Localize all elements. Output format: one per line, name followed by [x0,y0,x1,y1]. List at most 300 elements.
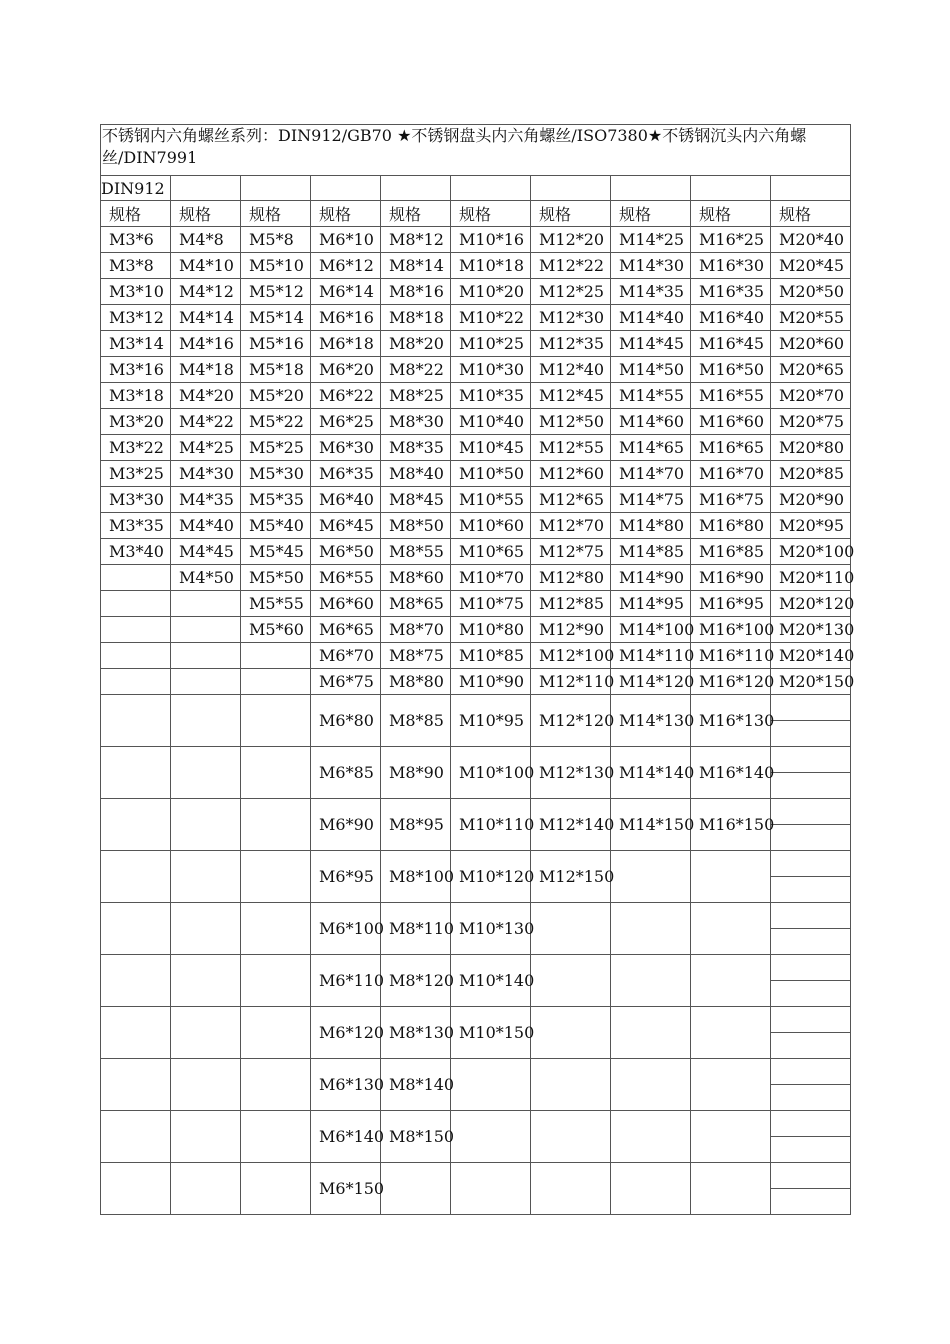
spec-cell: M12*80 [531,565,611,591]
empty-cell [691,851,771,903]
spec-cell: M8*90 [381,747,451,799]
spec-cell: M12*90 [531,617,611,643]
spec-cell: M8*14 [381,253,451,279]
table-row [101,331,851,357]
spec-cell: M16*60 [691,409,771,435]
table-row [101,955,851,981]
table-row [101,305,851,331]
empty-cell [611,1059,691,1111]
spec-cell: M6*100 [311,903,381,955]
spec-cell: M6*120 [311,1007,381,1059]
table-row [101,617,851,643]
spec-cell: M20*90 [771,487,851,513]
spec-cell: M16*30 [691,253,771,279]
empty-cell [241,747,311,799]
spec-table [100,124,855,1215]
column-header: 规格 [171,201,241,227]
spec-cell: M10*16 [451,227,531,253]
spec-cell: M5*55 [241,591,311,617]
spec-cell: M8*50 [381,513,451,539]
spec-cell: M10*60 [451,513,531,539]
spec-cell: M20*130 [771,617,851,643]
spec-cell: M5*22 [241,409,311,435]
spec-cell: M16*100 [691,617,771,643]
empty-cell [101,669,171,695]
spec-cell: M10*35 [451,383,531,409]
spec-cell: M20*75 [771,409,851,435]
table-row [101,747,851,773]
table-row [101,903,851,929]
empty-cell [171,1163,241,1215]
column-header: 规格 [241,201,311,227]
empty-cell [531,1163,611,1215]
empty-cell [531,1059,611,1111]
spec-cell: M10*150 [451,1007,531,1059]
spec-cell: M20*150 [771,669,851,695]
spec-cell: M12*75 [531,539,611,565]
spec-cell: M6*80 [311,695,381,747]
spec-cell: M8*60 [381,565,451,591]
empty-cell [241,643,311,669]
empty-cell [691,955,771,1007]
spec-cell: M4*20 [171,383,241,409]
spec-cell: M8*110 [381,903,451,955]
spec-cell: M16*150 [691,799,771,851]
spec-cell: M10*70 [451,565,531,591]
empty-cell [101,1007,171,1059]
empty-cell [771,825,851,851]
spec-cell: M6*14 [311,279,381,305]
spec-cell: M3*22 [101,435,171,461]
spec-cell: M10*140 [451,955,531,1007]
spec-cell: M6*60 [311,591,381,617]
empty-cell [241,1007,311,1059]
spec-cell: M14*25 [611,227,691,253]
column-header: 规格 [381,201,451,227]
empty-cell [241,851,311,903]
spec-cell: M20*140 [771,643,851,669]
empty-cell [771,1033,851,1059]
spec-cell: M20*120 [771,591,851,617]
spec-cell: M8*55 [381,539,451,565]
table-row [101,253,851,279]
table-row [101,1163,851,1189]
empty-cell [241,695,311,747]
spec-cell: M4*8 [171,227,241,253]
spec-cell: M14*35 [611,279,691,305]
spec-cell: M16*55 [691,383,771,409]
spec-cell: M5*8 [241,227,311,253]
spec-cell: M6*16 [311,305,381,331]
spec-cell: M8*40 [381,461,451,487]
empty-cell [691,1111,771,1163]
empty-cell [101,1111,171,1163]
empty-cell [171,903,241,955]
table-row [101,1007,851,1033]
spec-cell: M10*90 [451,669,531,695]
spec-cell: M3*12 [101,305,171,331]
spec-cell: M3*40 [101,539,171,565]
empty-cell [171,617,241,643]
spec-cell: M20*45 [771,253,851,279]
spec-cell: M16*35 [691,279,771,305]
empty-cell [611,955,691,1007]
empty-cell [241,955,311,1007]
spec-cell: M20*70 [771,383,851,409]
spec-cell: M12*150 [531,851,611,903]
table-row [101,513,851,539]
empty-cell [171,669,241,695]
empty-cell [771,1189,851,1215]
spec-cell: M20*40 [771,227,851,253]
spec-cell: M3*18 [101,383,171,409]
empty-cell [771,747,851,773]
empty-cell [771,1059,851,1085]
spec-cell: M16*110 [691,643,771,669]
column-header: 规格 [691,201,771,227]
spec-cell: M8*25 [381,383,451,409]
spec-cell: M10*80 [451,617,531,643]
spec-cell: M14*130 [611,695,691,747]
spec-cell: M6*65 [311,617,381,643]
spec-cell: M14*100 [611,617,691,643]
empty-cell [771,721,851,747]
spec-cell: M5*30 [241,461,311,487]
empty-cell [101,695,171,747]
empty-cell [101,643,171,669]
spec-cell: M4*18 [171,357,241,383]
spec-cell: M12*120 [531,695,611,747]
spec-cell: M14*65 [611,435,691,461]
spec-cell: M10*100 [451,747,531,799]
spec-cell: M3*25 [101,461,171,487]
empty-cell [101,851,171,903]
table-row [101,279,851,305]
spec-cell: M6*35 [311,461,381,487]
empty-cell [611,176,691,201]
spec-cell: M14*140 [611,747,691,799]
spec-cell: M6*20 [311,357,381,383]
empty-cell [241,903,311,955]
empty-cell [171,1007,241,1059]
table-title: 不锈钢内六角螺丝系列：DIN912/GB70 ★不锈钢盘头内六角螺丝/ISO7380★不锈钢沉头内六角螺丝/DIN7991 [101,125,851,176]
spec-cell: M6*12 [311,253,381,279]
spec-cell: M6*95 [311,851,381,903]
spec-cell: M6*25 [311,409,381,435]
empty-cell [171,1059,241,1111]
spec-cell: M4*35 [171,487,241,513]
spec-cell: M14*80 [611,513,691,539]
spec-cell: M14*45 [611,331,691,357]
spec-cell: M16*75 [691,487,771,513]
spec-cell: M6*45 [311,513,381,539]
spec-cell: M6*140 [311,1111,381,1163]
spec-cell: M8*140 [381,1059,451,1111]
spec-cell: M8*70 [381,617,451,643]
empty-cell [611,1111,691,1163]
spec-cell: M12*100 [531,643,611,669]
empty-cell [611,903,691,955]
column-header: 规格 [311,201,381,227]
empty-cell [451,1111,531,1163]
spec-cell: M3*30 [101,487,171,513]
spec-cell: M4*14 [171,305,241,331]
spec-cell: M6*40 [311,487,381,513]
spec-cell: M16*120 [691,669,771,695]
table-row [101,227,851,253]
spec-cell: M16*40 [691,305,771,331]
spec-cell: M8*65 [381,591,451,617]
empty-cell [101,617,171,643]
spec-cell: M8*150 [381,1111,451,1163]
spec-cell: M10*45 [451,435,531,461]
spec-cell: M10*40 [451,409,531,435]
spec-cell: M10*50 [451,461,531,487]
spec-cell: M14*60 [611,409,691,435]
spec-cell: M20*95 [771,513,851,539]
spec-cell: M16*95 [691,591,771,617]
spec-cell: M12*40 [531,357,611,383]
column-header: 规格 [531,201,611,227]
spec-cell: M3*10 [101,279,171,305]
empty-cell [451,176,531,201]
spec-cell: M12*140 [531,799,611,851]
spec-cell: M14*150 [611,799,691,851]
spec-cell: M4*25 [171,435,241,461]
empty-cell [171,643,241,669]
empty-cell [771,799,851,825]
spec-cell: M16*25 [691,227,771,253]
table-row [101,1059,851,1085]
spec-cell: M20*50 [771,279,851,305]
table-row [101,539,851,565]
column-header: 规格 [611,201,691,227]
spec-cell: M6*75 [311,669,381,695]
spec-cell: M14*50 [611,357,691,383]
spec-cell: M12*60 [531,461,611,487]
table-row [101,799,851,825]
empty-cell [101,903,171,955]
spec-cell: M10*75 [451,591,531,617]
empty-cell [611,851,691,903]
empty-cell [691,176,771,201]
spec-cell: M20*85 [771,461,851,487]
spec-cell: M3*16 [101,357,171,383]
column-header: 规格 [771,201,851,227]
spec-cell: M6*50 [311,539,381,565]
spec-cell: M5*60 [241,617,311,643]
spec-cell: M3*8 [101,253,171,279]
spec-cell: M8*130 [381,1007,451,1059]
table-row [101,591,851,617]
spec-cell: M12*20 [531,227,611,253]
spec-cell: M14*40 [611,305,691,331]
spec-cell: M3*6 [101,227,171,253]
spec-cell: M12*25 [531,279,611,305]
spec-cell: M12*110 [531,669,611,695]
spec-cell: M8*95 [381,799,451,851]
spec-cell: M10*55 [451,487,531,513]
spec-cell: M12*65 [531,487,611,513]
spec-cell: M8*20 [381,331,451,357]
spec-cell: M6*110 [311,955,381,1007]
spec-cell: M10*30 [451,357,531,383]
spec-cell: M8*80 [381,669,451,695]
empty-cell [171,695,241,747]
spec-cell: M6*55 [311,565,381,591]
empty-cell [771,773,851,799]
spec-cell: M4*16 [171,331,241,357]
empty-cell [241,176,311,201]
spec-cell: M16*65 [691,435,771,461]
spec-cell: M16*90 [691,565,771,591]
spec-cell: M16*50 [691,357,771,383]
spec-cell: M3*20 [101,409,171,435]
spec-cell: M12*30 [531,305,611,331]
spec-cell: M12*130 [531,747,611,799]
spec-cell: M3*14 [101,331,171,357]
spec-cell: M8*100 [381,851,451,903]
column-header: 规格 [101,201,171,227]
spec-cell: M8*22 [381,357,451,383]
empty-cell [451,1059,531,1111]
table-row [101,357,851,383]
spec-cell: M14*85 [611,539,691,565]
table-row [101,643,851,669]
spec-cell: M4*45 [171,539,241,565]
spec-cell: M12*55 [531,435,611,461]
spec-cell: M12*50 [531,409,611,435]
spec-cell: M4*40 [171,513,241,539]
table-row [101,695,851,721]
spec-cell: M6*22 [311,383,381,409]
spec-cell: M8*16 [381,279,451,305]
spec-cell: M12*70 [531,513,611,539]
table-row [101,669,851,695]
empty-cell [771,1111,851,1137]
spec-cell: M14*55 [611,383,691,409]
empty-cell [381,176,451,201]
empty-cell [241,669,311,695]
empty-cell [771,903,851,929]
empty-cell [771,851,851,877]
empty-cell [611,1163,691,1215]
empty-cell [771,1137,851,1163]
table-row [101,565,851,591]
empty-cell [101,565,171,591]
spec-cell: M6*30 [311,435,381,461]
spec-cell: M5*20 [241,383,311,409]
spec-cell: M16*140 [691,747,771,799]
empty-cell [771,176,851,201]
column-header: 规格 [451,201,531,227]
spec-cell: M4*12 [171,279,241,305]
empty-cell [771,695,851,721]
spec-cell: M10*65 [451,539,531,565]
spec-cell: M5*10 [241,253,311,279]
empty-cell [691,1163,771,1215]
spec-cell: M6*70 [311,643,381,669]
spec-cell: M14*110 [611,643,691,669]
empty-cell [241,1059,311,1111]
empty-cell [101,955,171,1007]
empty-cell [531,955,611,1007]
empty-cell [241,1163,311,1215]
empty-cell [241,1111,311,1163]
spec-cell: M20*55 [771,305,851,331]
spec-cell: M8*75 [381,643,451,669]
spec-cell: M4*50 [171,565,241,591]
spec-cell: M16*45 [691,331,771,357]
spec-cell: M20*100 [771,539,851,565]
spec-cell: M8*12 [381,227,451,253]
empty-cell [171,176,241,201]
spec-cell: M5*12 [241,279,311,305]
spec-cell: M20*65 [771,357,851,383]
spec-cell: M4*22 [171,409,241,435]
spec-cell: M10*120 [451,851,531,903]
spec-cell: M12*35 [531,331,611,357]
spec-cell: M16*85 [691,539,771,565]
table-row [101,383,851,409]
spec-cell: M14*70 [611,461,691,487]
empty-cell [171,799,241,851]
empty-cell [311,176,381,201]
spec-cell: M14*95 [611,591,691,617]
empty-cell [101,1163,171,1215]
spec-cell: M8*85 [381,695,451,747]
empty-cell [381,1163,451,1215]
empty-cell [771,929,851,955]
spec-cell: M20*60 [771,331,851,357]
table-row [101,851,851,877]
empty-cell [771,1085,851,1111]
spec-cell: M10*85 [451,643,531,669]
empty-cell [771,1163,851,1189]
spec-cell: M8*120 [381,955,451,1007]
empty-cell [531,176,611,201]
standard-label: DIN912 [101,176,171,201]
spec-cell: M5*14 [241,305,311,331]
spec-cell: M10*20 [451,279,531,305]
empty-cell [531,903,611,955]
spec-cell: M12*22 [531,253,611,279]
spec-cell: M14*120 [611,669,691,695]
spec-cell: M14*30 [611,253,691,279]
spec-cell: M4*10 [171,253,241,279]
spec-cell: M10*130 [451,903,531,955]
spec-cell: M6*90 [311,799,381,851]
spec-cell: M8*18 [381,305,451,331]
spec-cell: M6*130 [311,1059,381,1111]
spec-cell: M5*40 [241,513,311,539]
spec-cell: M10*18 [451,253,531,279]
empty-cell [691,1007,771,1059]
empty-cell [101,747,171,799]
empty-cell [771,981,851,1007]
spec-cell: M8*35 [381,435,451,461]
empty-cell [771,955,851,981]
empty-cell [101,591,171,617]
empty-cell [531,1007,611,1059]
empty-cell [691,903,771,955]
table-row [101,1111,851,1137]
empty-cell [611,1007,691,1059]
spec-cell: M5*25 [241,435,311,461]
spec-cell: M6*10 [311,227,381,253]
spec-cell: M4*30 [171,461,241,487]
spec-cell: M5*16 [241,331,311,357]
